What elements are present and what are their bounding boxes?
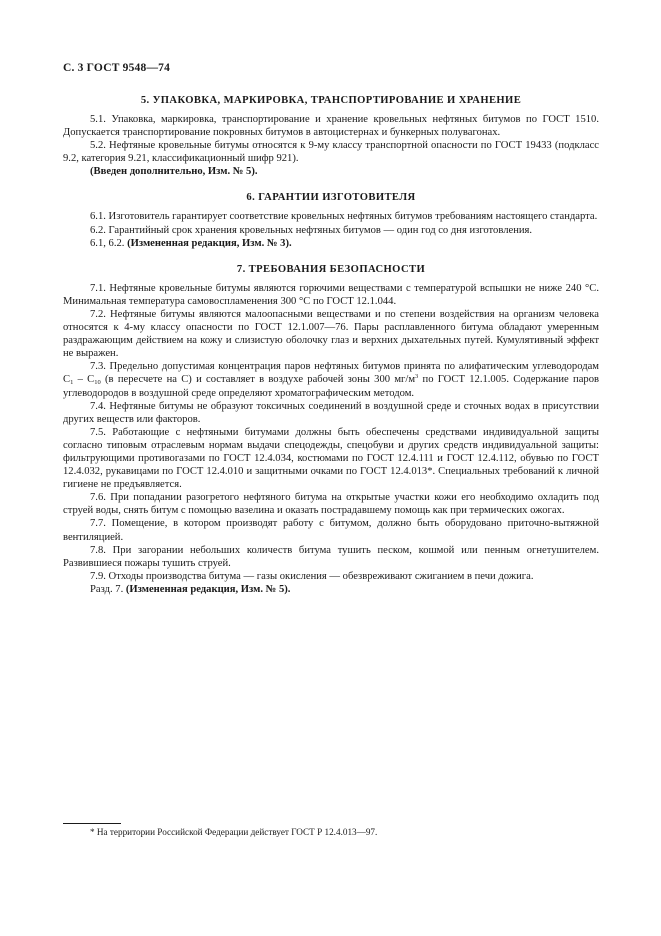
para-7-4: 7.4. Нефтяные битумы не образуют токсичных соединений в воздушной среде и сточных водах в присутствии других веществ или факторов. xyxy=(63,400,599,425)
subscript-10: 10 xyxy=(94,379,101,387)
document-page xyxy=(63,62,599,596)
section-7 xyxy=(63,264,599,596)
para-7-6: 7.6. При попадании разогретого нефтяного битума на открытые участки кожи его необходимо охладить под струей воды, снять битум с помощью вазелина и оказать пострадавшему помощь как при термических ожогах. xyxy=(63,492,599,517)
note-5: (Введен дополнительно, Изм. № 5). xyxy=(90,166,258,178)
running-title: С. 3 ГОСТ 9548—74 xyxy=(63,62,171,74)
note-7-prefix: Разд. 7. xyxy=(90,583,126,595)
para-6-1: 6.1. Изготовитель гарантирует соответствие кровельных нефтяных битумов требованиям настоящего стандарта. xyxy=(90,211,598,223)
footnote: * На территории Российской Федерации действует ГОСТ Р 12.4.013—97. xyxy=(90,827,378,837)
footnote-divider xyxy=(63,823,121,824)
para-7-3-c: (в пересчете на С) и составляет в воздухе рабочей зоны 300 мг/м xyxy=(100,374,416,386)
section-7-heading: 7. ТРЕБОВАНИЯ БЕЗОПАСНОСТИ xyxy=(236,263,426,275)
section-6 xyxy=(63,192,599,249)
para-5-2: 5.2. Нефтяные кровельные битумы относятся к 9-му классу транспортной опасности по ГОСТ 19433 (подкласс 9.2, категория 9.21, классификационный шифр 921). xyxy=(63,140,599,165)
section-5-heading: 5. УПАКОВКА, МАРКИРОВКА, ТРАНСПОРТИРОВАНИЕ И ХРАНЕНИЕ xyxy=(140,95,522,106)
para-7-1: 7.1. Нефтяные кровельные битумы являются горючими веществами с температурой вспышки не ниже 240 °С. Минимальная температура самовоспламенения 300 °С по ГОСТ 12.1.044. xyxy=(63,282,599,307)
para-7-3-a: 7.3. Предельно допустимая концентрация паров нефтяных битумов принята по алифатическим углеводородам С xyxy=(63,361,599,386)
note-6-text: (Измененная редакция, Изм. № 3). xyxy=(127,237,292,249)
para-6-2: 6.2. Гарантийный срок хранения кровельных нефтяных битумов — один год со дня изготовления. xyxy=(90,224,533,236)
note-7 xyxy=(63,583,599,596)
para-7-5: 7.5. Работающие с нефтяными битумами должны быть обеспечены средствами индивидуальной защиты согласно типовым отраслевым нормам выдачи спецодежды, спецобуви и других средств индивидуальной защиты: фильтрующими противогазами по ГОСТ 12.4.034, костюмами по ГОСТ 12.4.111 и ГОСТ 12.4.112, обувью по ГОСТ 12.4.032, рукавицами по ГОСТ 12.4.010 и защитными очками по ГОСТ 12.4.013*. Специальных требований к личной гигиене не предъявляется. xyxy=(63,426,599,491)
para-7-2: 7.2. Нефтяные битумы являются малоопасными веществами и по степени воздействия на организм человека относятся к 4-му классу опасности по ГОСТ 12.1.007—76. Пары расплавленного битума обладают умеренным раздражающим действием на кожу и слизистую оболочку глаз и верхних дыхательных путей. Кумулятивный эффект не выражен. xyxy=(63,308,599,360)
para-7-8: 7.8. При загорании небольших количеств битума тушить песком, кошмой или пенным огнетушителем. Развившиеся пожары тушить струей. xyxy=(63,544,599,569)
para-7-3-b: – С xyxy=(73,374,95,386)
para-7-9: 7.9. Отходы производства битума — газы окисления — обезвреживают сжиганием в печи дожига. xyxy=(90,570,534,582)
para-7-3 xyxy=(63,360,599,399)
para-7-3-d: по ГОСТ 12.1.005. Содержание паров углеводородов в воздушной среде определяют хроматографическим методом. xyxy=(63,374,599,399)
superscript-3: 3 xyxy=(415,373,419,381)
note-7-text: (Измененная редакция, Изм. № 5). xyxy=(125,583,291,595)
note-6 xyxy=(63,237,599,250)
subscript-1: 1 xyxy=(70,379,74,387)
para-5-1: 5.1. Упаковка, маркировка, транспортирование и хранение кровельных нефтяных битумов по ГОСТ 1510. Допускается транспортирование покровных битумов в автоцистернах и бункерных полувагонах. xyxy=(63,114,599,139)
para-7-7: 7.7. Помещение, в котором производят работу с битумом, должно быть оборудовано приточно-вытяжной вентиляцией. xyxy=(63,518,599,543)
section-5 xyxy=(63,95,599,178)
note-6-prefix: 6.1, 6.2. xyxy=(90,237,128,249)
section-6-heading: 6. ГАРАНТИИ ИЗГОТОВИТЕЛЯ xyxy=(246,192,416,204)
